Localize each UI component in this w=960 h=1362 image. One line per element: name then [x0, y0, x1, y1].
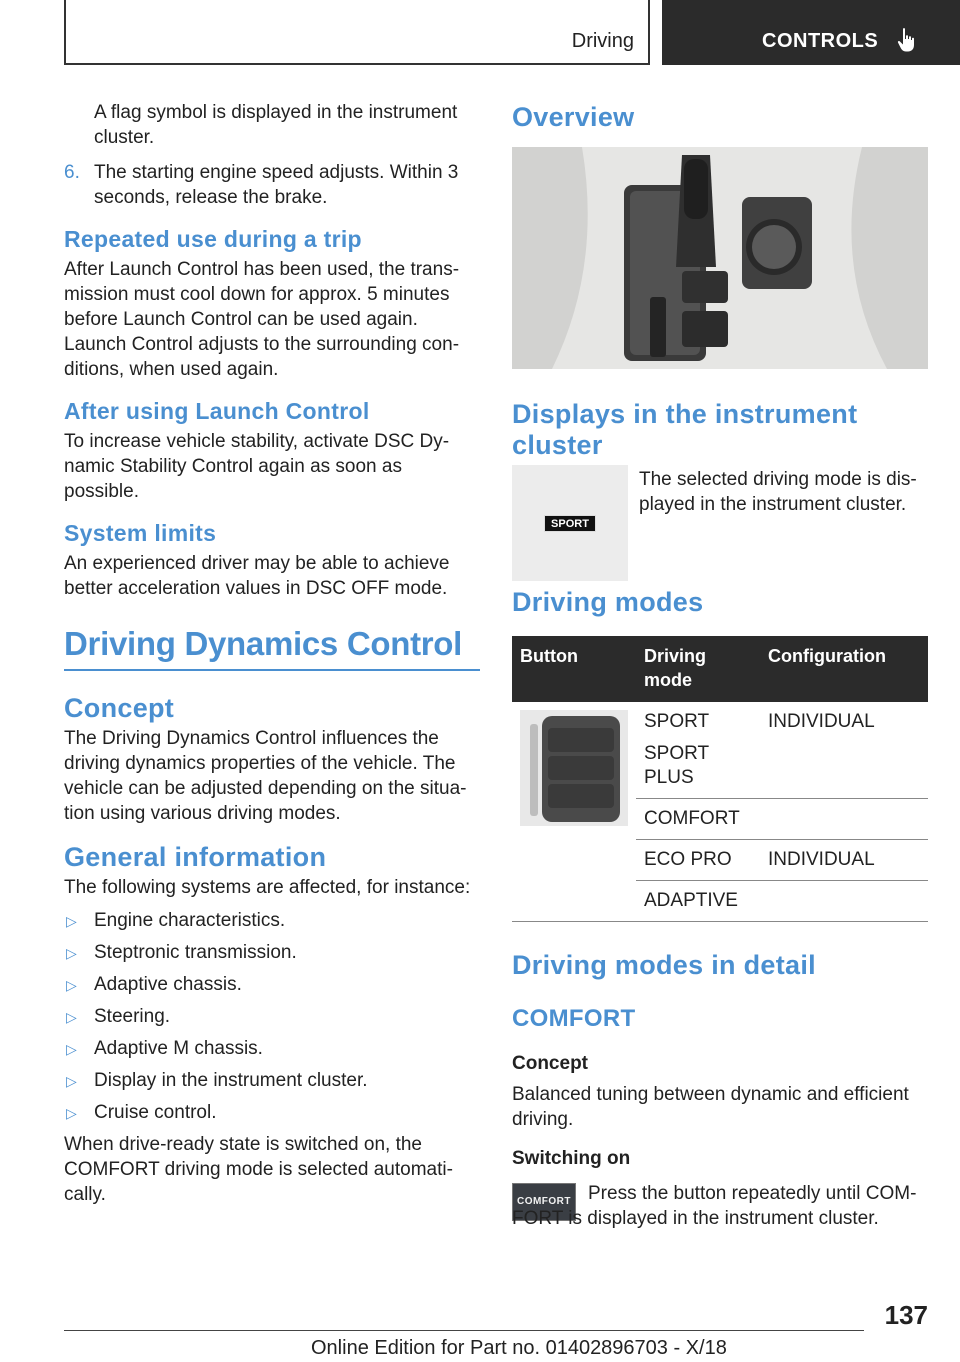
step-number: 6.	[64, 162, 80, 183]
cluster-image	[512, 465, 628, 581]
comfort-button-label: COMFORT	[516, 1196, 572, 1207]
triangle-bullet-icon: ▷	[66, 913, 77, 929]
config-cell	[760, 799, 928, 840]
overview-heading: Overview	[512, 102, 635, 132]
concept-subheading: Concept	[512, 1053, 588, 1074]
header-driving-mode: Driving mode	[636, 636, 760, 702]
step-6	[64, 160, 480, 210]
modes-detail-heading: Driving modes in detail	[512, 950, 816, 980]
general-info-text: The following systems are affected, for instance:	[64, 877, 471, 898]
right-column	[512, 100, 928, 1255]
cluster-display-text: The selected driving mode is dis-played in the instrument cluster.	[639, 469, 917, 515]
mode-cell: COMFORT	[636, 799, 760, 840]
switching-on-subheading: Switching on	[512, 1148, 631, 1169]
config-cell	[760, 881, 928, 922]
repeated-use-text: After Launch Control has been used, the trans-mission must cool down for approx. 5 minutes before Launch Control can be used again. Launch Control adjusts to the surrounding con-ditions, when used again.	[64, 259, 460, 380]
triangle-bullet-icon: ▷	[66, 977, 77, 993]
list-item: ▷ Adaptive chassis.	[64, 972, 480, 997]
table-row	[512, 702, 928, 799]
footer-rule	[64, 1330, 864, 1331]
step-text: The starting engine speed adjusts. Within 3 seconds, release the brake.	[94, 162, 459, 208]
switching-on-block	[512, 1181, 928, 1255]
mode-buttons-image-cell	[512, 702, 636, 922]
repeated-use-heading: Repeated use during a trip	[64, 226, 362, 252]
page-number: 137	[884, 1300, 928, 1330]
system-limits-heading: System limits	[64, 520, 217, 546]
list-item: ▷ Adaptive M chassis.	[64, 1036, 480, 1061]
mode-cell: ECO PRO	[636, 840, 760, 881]
hand-pointer-icon	[896, 27, 918, 53]
mode-cell: ADAPTIVE	[636, 881, 760, 922]
list-item: ▷ Steptronic transmission.	[64, 940, 480, 965]
displays-heading: Displays in the instrument cluster	[512, 399, 858, 460]
sport-badge: SPORT	[544, 515, 596, 532]
system-limits-text: An experienced driver may be able to achieve better acceleration values in DSC OFF mode.	[64, 553, 450, 599]
comfort-heading: COMFORT	[512, 1005, 636, 1032]
concept-heading: Concept	[64, 693, 175, 723]
header-configuration: Configuration	[760, 636, 928, 702]
switching-on-text: Press the button repeatedly until COM-FORT is displayed in the instrument cluster.	[512, 1183, 917, 1229]
list-item: ▷ Cruise control.	[64, 1100, 480, 1125]
list-item: ▷ Display in the instrument cluster.	[64, 1068, 480, 1093]
table-header-row	[512, 636, 928, 702]
center-console-image	[512, 147, 928, 369]
header-chapter-label: CONTROLS	[762, 30, 879, 52]
mode-buttons-image	[520, 710, 628, 826]
ddc-heading: Driving Dynamics Control	[64, 625, 480, 671]
triangle-bullet-icon: ▷	[66, 1073, 77, 1089]
triangle-bullet-icon: ▷	[66, 1105, 77, 1121]
driving-modes-table	[512, 636, 928, 922]
comfort-concept-text: Balanced tuning between dynamic and efficient driving.	[512, 1084, 909, 1130]
closing-text: When drive-ready state is switched on, the COMFORT driving mode is selected automati-cally.	[64, 1134, 453, 1205]
header-frame	[64, 0, 650, 65]
after-launch-text: To increase vehicle stability, activate DSC Dy-namic Stability Control again as soon as possible.	[64, 431, 450, 502]
triangle-bullet-icon: ▷	[66, 1041, 77, 1057]
left-column	[64, 100, 480, 1207]
triangle-bullet-icon: ▷	[66, 945, 77, 961]
console-illustration	[512, 147, 928, 369]
config-cell: INDIVIDUAL	[760, 702, 928, 799]
header-section-title: Driving	[571, 30, 634, 52]
affected-systems-list	[64, 908, 480, 1125]
concept-text: The Driving Dynamics Control influences the driving dynamics properties of the vehicle. The vehicle can be adjusted depending on the situa-tion using various driving modes.	[64, 728, 467, 824]
config-cell: INDIVIDUAL	[760, 840, 928, 881]
after-launch-heading: After using Launch Control	[64, 398, 370, 424]
header-button: Button	[512, 636, 636, 702]
general-info-heading: General information	[64, 842, 327, 872]
list-item: ▷ Engine characteristics.	[64, 908, 480, 933]
footer-edition: Online Edition for Part no. 01402896703 - X/18	[311, 1337, 727, 1359]
flag-symbol-text: A flag symbol is displayed in the instrument cluster.	[94, 102, 458, 148]
header-chapter-tab	[662, 0, 960, 65]
mode-cell: SPORT SPORT PLUS	[636, 702, 760, 799]
triangle-bullet-icon: ▷	[66, 1009, 77, 1025]
driving-modes-heading: Driving modes	[512, 587, 704, 617]
list-item: ▷ Steering.	[64, 1004, 480, 1029]
cluster-display-block	[512, 465, 928, 581]
